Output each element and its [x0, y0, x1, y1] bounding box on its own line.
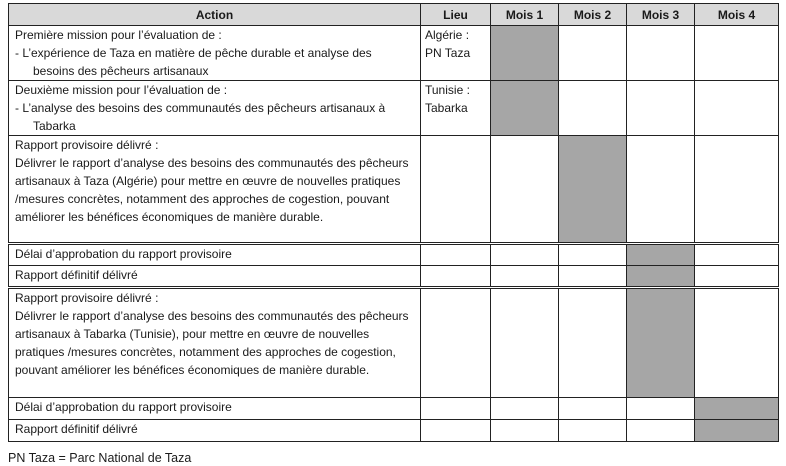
action-title: Première mission pour l’évaluation de : [15, 28, 222, 42]
action-title: Délai d’approbation du rapport provisoire [15, 400, 232, 414]
action-bullet: - L’analyse des besoins des communautés des pêcheurs artisanaux à Tabarka [15, 101, 386, 133]
month-2-cell [559, 244, 627, 266]
header-row [9, 4, 779, 26]
table-row [9, 266, 779, 288]
lieu-line: Tunisie : [425, 83, 470, 97]
month-1-cell [491, 26, 559, 81]
action-body: Délivrer le rapport d’analyse des besoins des communautés des pêcheurs artisanaux à Tabarka (Tunisie), pour mettre en œuvre de nouvelles pratiques /mesures concrètes, notamment des approches de cogestion, pouvant améliorer les bénéfices économiques de manière durable. [15, 309, 409, 377]
month-3-cell [627, 398, 695, 420]
table-row [9, 81, 779, 136]
action-cell [9, 420, 421, 442]
lieu-cell [421, 398, 491, 420]
action-cell [9, 81, 421, 136]
lieu-cell [421, 420, 491, 442]
lieu-line: Tabarka [425, 101, 468, 115]
activity-schedule-table [8, 3, 779, 442]
month-2-cell [559, 420, 627, 442]
month-1-cell [491, 288, 559, 398]
header-mois-1: Mois 1 [491, 4, 559, 26]
lieu-cell [421, 266, 491, 288]
month-4-cell [695, 398, 779, 420]
month-1-cell [491, 398, 559, 420]
month-4-cell [695, 81, 779, 136]
month-4-cell [695, 26, 779, 81]
month-3-cell [627, 420, 695, 442]
month-3-cell [627, 266, 695, 288]
action-cell [9, 26, 421, 81]
header-mois-2: Mois 2 [559, 4, 627, 26]
action-title: Rapport provisoire délivré : [15, 138, 159, 152]
lieu-cell [421, 26, 491, 81]
action-cell [9, 244, 421, 266]
action-title: Rapport provisoire délivré : [15, 291, 159, 305]
table-row [9, 136, 779, 244]
month-4-cell [695, 420, 779, 442]
action-cell [9, 288, 421, 398]
month-2-cell [559, 136, 627, 244]
month-3-cell [627, 81, 695, 136]
action-body: Délivrer le rapport d’analyse des besoins des communautés des pêcheurs artisanaux à Taza (Algérie) pour mettre en œuvre de nouvelles pratiques /mesures concrètes, notamment des approches de cogestion, pouvant améliorer les bénéfices économiques de manière durable. [15, 156, 409, 224]
month-3-cell [627, 288, 695, 398]
action-title: Rapport définitif délivré [15, 422, 138, 436]
table-row [9, 26, 779, 81]
action-title: Délai d’approbation du rapport provisoire [15, 247, 232, 261]
action-title: Rapport définitif délivré [15, 268, 138, 282]
header-action: Action [9, 4, 421, 26]
footnote: PN Taza = Parc National de Taza [8, 451, 192, 465]
lieu-cell [421, 244, 491, 266]
action-cell [9, 398, 421, 420]
table-row [9, 398, 779, 420]
month-1-cell [491, 420, 559, 442]
table-row [9, 244, 779, 266]
month-2-cell [559, 266, 627, 288]
lieu-line: Algérie : [425, 28, 470, 42]
month-4-cell [695, 244, 779, 266]
header-lieu: Lieu [421, 4, 491, 26]
month-2-cell [559, 81, 627, 136]
month-1-cell [491, 136, 559, 244]
month-1-cell [491, 81, 559, 136]
lieu-cell [421, 288, 491, 398]
month-3-cell [627, 136, 695, 244]
month-4-cell [695, 266, 779, 288]
lieu-cell [421, 136, 491, 244]
header-mois-4: Mois 4 [695, 4, 779, 26]
month-1-cell [491, 244, 559, 266]
header-mois-3: Mois 3 [627, 4, 695, 26]
action-cell [9, 136, 421, 244]
month-4-cell [695, 136, 779, 244]
action-cell [9, 266, 421, 288]
month-4-cell [695, 288, 779, 398]
table-row [9, 420, 779, 442]
month-1-cell [491, 266, 559, 288]
lieu-line: PN Taza [425, 46, 471, 60]
action-bullet: - L’expérience de Taza en matière de pêche durable et analyse des besoins des pêcheurs artisanaux [15, 46, 372, 78]
month-3-cell [627, 244, 695, 266]
lieu-cell [421, 81, 491, 136]
month-2-cell [559, 398, 627, 420]
month-2-cell [559, 288, 627, 398]
month-3-cell [627, 26, 695, 81]
table-row [9, 288, 779, 398]
month-2-cell [559, 26, 627, 81]
action-title: Deuxième mission pour l’évaluation de : [15, 83, 228, 97]
